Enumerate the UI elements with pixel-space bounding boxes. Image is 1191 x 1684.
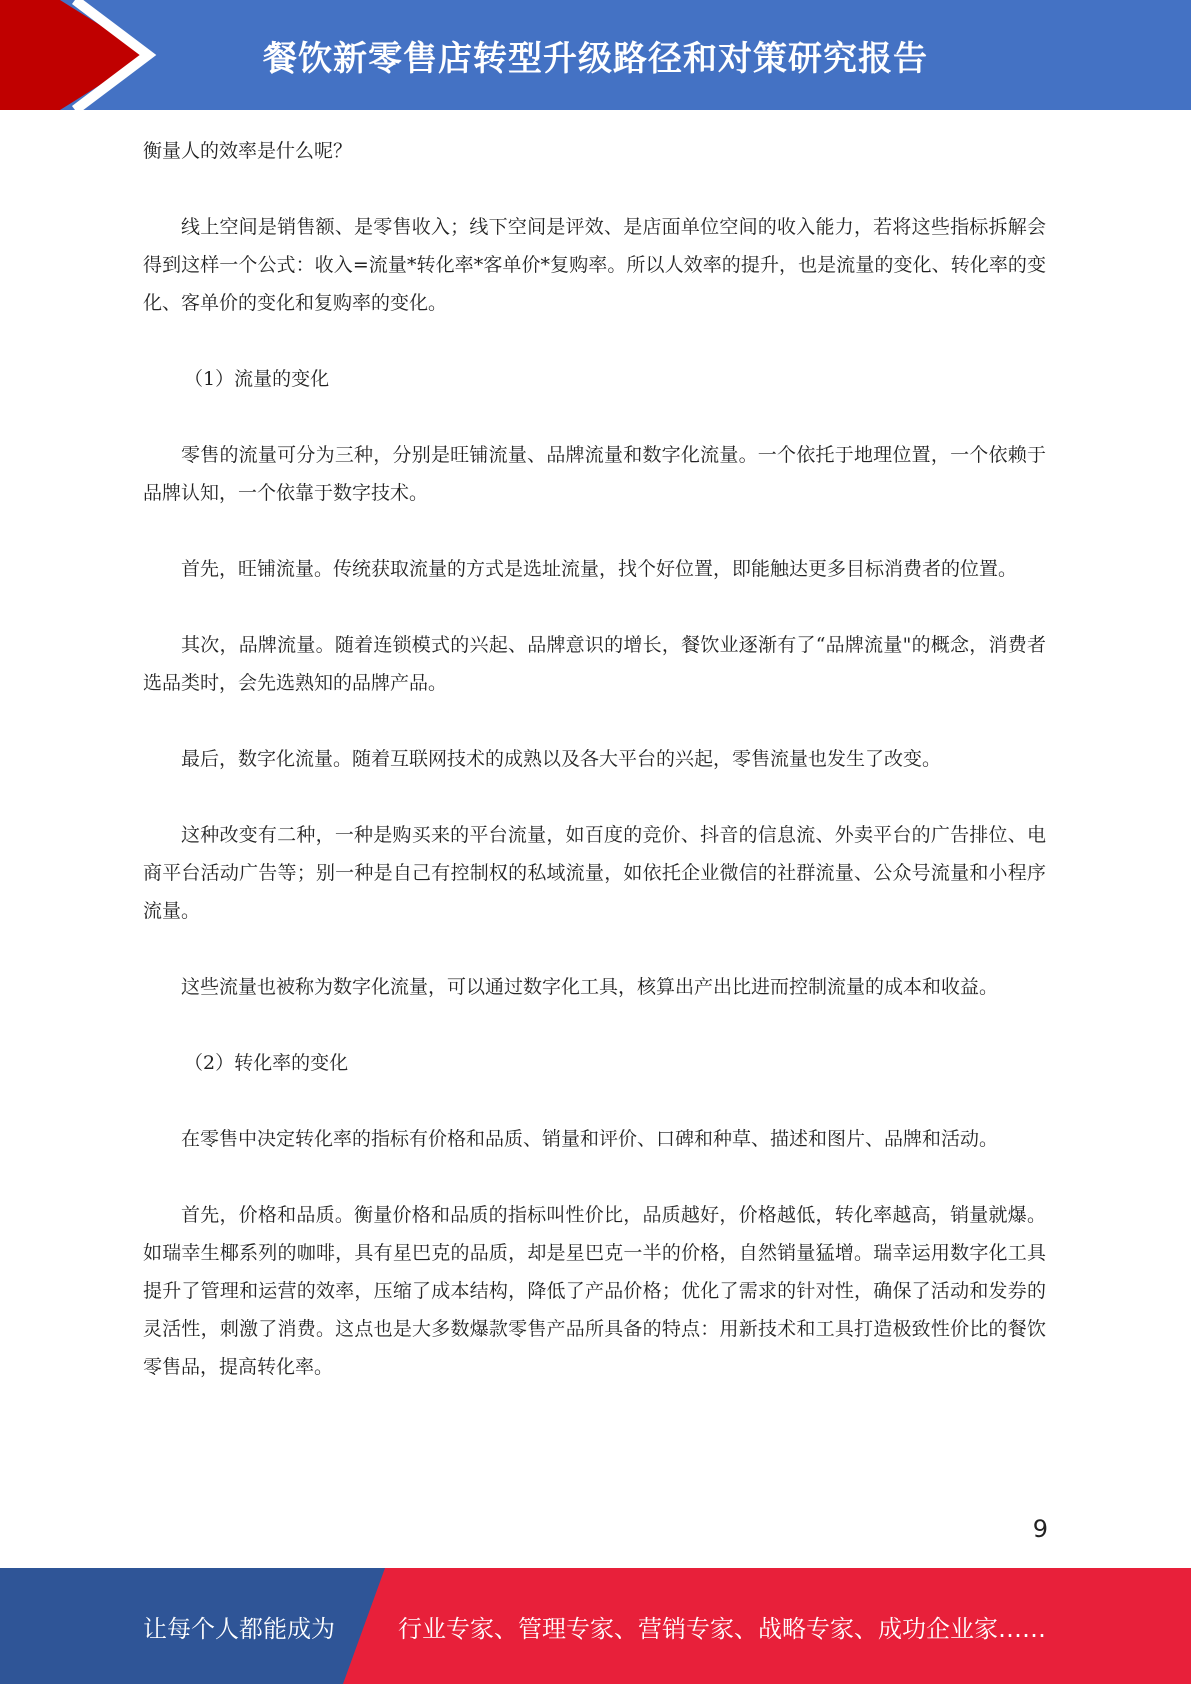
document-body <box>143 132 1046 1424</box>
paragraph-formula: 线上空间是销售额、是零售收入；线下空间是评效、是店面单位空间的收入能力，若将这些指标拆解会得到这样一个公式：收入=流量*转化率*客单价*复购率。所以人效率的提升，也是流量的变化、转化率的变化、客单价的变化和复购率的变化。 <box>143 216 1046 314</box>
paragraph-price-quality: 首先，价格和品质。衡量价格和品质的指标叫性价比，品质越好，价格越低，转化率越高，销量就爆。如瑞幸生椰系列的咖啡，具有星巴克的品质，却是星巴克一半的价格，自然销量猛增。瑞幸运用数字化工具提升了管理和运营的效率，压缩了成本结构，降低了产品价格；优化了需求的针对性，确保了活动和发券的灵活性，刺激了消费。这点也是大多数爆款零售产品所具备的特点：用新技术和工具打造极致性价比的餐饮零售品，提高转化率。 <box>143 1204 1046 1378</box>
paragraph-digital-traffic: 最后，数字化流量。随着互联网技术的成熟以及各大平台的兴起，零售流量也发生了改变。 <box>181 748 942 770</box>
page-header <box>0 0 1191 110</box>
page-number: 9 <box>1032 1515 1048 1543</box>
paragraph-digital-tools: 这些流量也被称为数字化流量，可以通过数字化工具，核算出产出比进而控制流量的成本和收益。 <box>181 976 999 998</box>
document-title: 餐饮新零售店转型升级路径和对策研究报告 <box>263 38 928 79</box>
paragraph-conversion-factors: 在零售中决定转化率的指标有价格和品质、销量和评价、口碑和种草、描述和图片、品牌和活动。 <box>181 1128 999 1150</box>
page-footer <box>0 1568 1191 1684</box>
paragraph-brand-traffic: 其次，品牌流量。随着连锁模式的兴起、品牌意识的增长，餐饮业逐渐有了“品牌流量"的概念，消费者选品类时，会先选熟知的品牌产品。 <box>143 634 1046 694</box>
section-heading-conversion: （2）转化率的变化 <box>184 1052 349 1074</box>
paragraph-intro-question: 衡量人的效率是什么呢？ <box>143 140 353 162</box>
paragraph-shop-traffic: 首先，旺铺流量。传统获取流量的方式是选址流量，找个好位置，即能触达更多目标消费者的位置。 <box>181 558 1018 580</box>
paragraph-traffic-kinds: 这种改变有二种，一种是购买来的平台流量，如百度的竞价、抖音的信息流、外卖平台的广告排位、电商平台活动广告等；别一种是自己有控制权的私域流量，如依托企业微信的社群流量、公众号流量和小程序流量。 <box>143 824 1046 922</box>
footer-slogan-right: 行业专家、管理专家、营销专家、战略专家、成功企业家…… <box>398 1614 1046 1643</box>
paragraph-traffic-types: 零售的流量可分为三种，分别是旺铺流量、品牌流量和数字化流量。一个依托于地理位置，一个依赖于品牌认知，一个依靠于数字技术。 <box>143 444 1046 504</box>
footer-slogan-left: 让每个人都能成为 <box>143 1614 335 1643</box>
section-heading-traffic: （1）流量的变化 <box>184 368 330 390</box>
